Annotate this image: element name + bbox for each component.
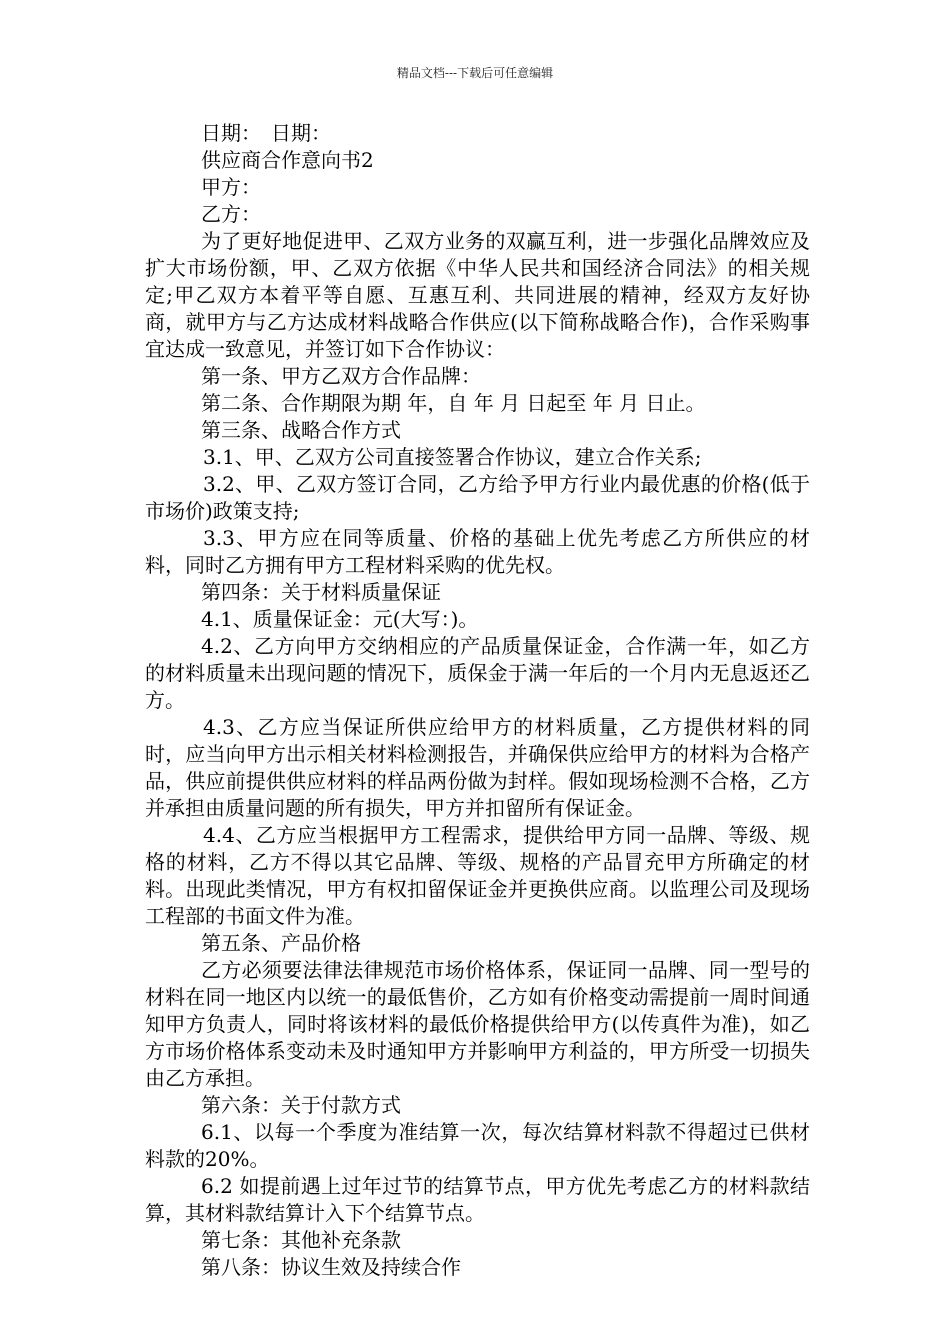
- clause-4-1: 4.1、质量保证金：元(大写：)。: [201, 607, 479, 631]
- article-8-heading: 第八条：协议生效及持续合作: [201, 1255, 461, 1279]
- date-line: 日期： 日期：: [201, 121, 331, 145]
- article-2-heading: 第二条、合作期限为期 年，自 年 月 日起至 年 月 日止。: [201, 391, 706, 415]
- article-5-heading: 第五条、产品价格: [201, 931, 361, 955]
- document-title: 供应商合作意向书2: [201, 148, 374, 172]
- document-body: [145, 120, 810, 1281]
- preamble-paragraph: 为了更好地促进甲、乙双方业务的双赢互利，进一步强化品牌效应及扩大市场份额，甲、乙双方依据《中华人民共和国经济合同法》的相关规定;甲乙双方本着平等自愿、互惠互利、共同进展的精神，经双方友好协商，就甲方与乙方达成材料战略合作供应(以下简称战略合作)，合作采购事宜达成一致意见，并签订如下合作协议：: [145, 229, 810, 361]
- article-1-heading: 第一条、甲方乙双方合作品牌：: [201, 364, 481, 388]
- article-4-heading: 第四条：关于材料质量保证: [201, 580, 441, 604]
- clause-6-2: 6.2 如提前遇上过年过节的结算节点，甲方优先考虑乙方的材料款结算，其材料款结算计入下个结算节点。: [145, 1174, 810, 1225]
- article-6-heading: 第六条：关于付款方式: [201, 1093, 401, 1117]
- clause-6-1: 6.1、以每一个季度为准结算一次，每次结算材料款不得超过已供材料款的20%。: [145, 1120, 810, 1171]
- clause-4-2: 4.2、乙方向甲方交纳相应的产品质量保证金，合作满一年，如乙方的材料质量未出现问题的情况下，质保金于满一年后的一个月内无息返还乙方。: [145, 634, 810, 712]
- article-7-heading: 第七条：其他补充条款: [201, 1228, 401, 1252]
- clause-3-1: 3.1、甲、乙双方公司直接签署合作协议，建立合作关系;: [203, 445, 702, 469]
- party-b-line: 乙方：: [201, 202, 261, 226]
- clause-3-3: 3.3、甲方应在同等质量、价格的基础上优先考虑乙方所供应的材料，同时乙方拥有甲方工程材料采购的优先权。: [145, 526, 810, 577]
- clause-4-3: 4.3、乙方应当保证所供应给甲方的材料质量，乙方提供材料的同时，应当向甲方出示相关材料检测报告，并确保供应给甲方的材料为合格产品，供应前提供供应材料的样品两份做为封样。假如现场检测不合格，乙方并承担由质量问题的所有损失，甲方并扣留所有保证金。: [145, 715, 810, 820]
- clause-4-4: 4.4、乙方应当根据甲方工程需求，提供给甲方同一品牌、等级、规格的材料，乙方不得以其它品牌、等级、规格的产品冒充甲方所确定的材料。出现此类情况，甲方有权扣留保证金并更换供应商。以监理公司及现场工程部的书面文件为准。: [145, 823, 810, 928]
- article-5-body: 乙方必须要法律法律规范市场价格体系，保证同一品牌、同一型号的材料在同一地区内以统一的最低售价，乙方如有价格变动需提前一周时间通知甲方负责人，同时将该材料的最低价格提供给甲方(以传真件为准)，如乙方市场价格体系变动未及时通知甲方并影响甲方利益的，甲方所受一切损失由乙方承担。: [145, 958, 810, 1090]
- article-3-heading: 第三条、战略合作方式: [201, 418, 401, 442]
- party-a-line: 甲方：: [201, 175, 261, 199]
- clause-3-2: 3.2、甲、乙双方签订合同，乙方给予甲方行业内最优惠的价格(低于市场价)政策支持;: [145, 472, 810, 523]
- page-header: 精品文档---下载后可任意编辑: [396, 66, 554, 80]
